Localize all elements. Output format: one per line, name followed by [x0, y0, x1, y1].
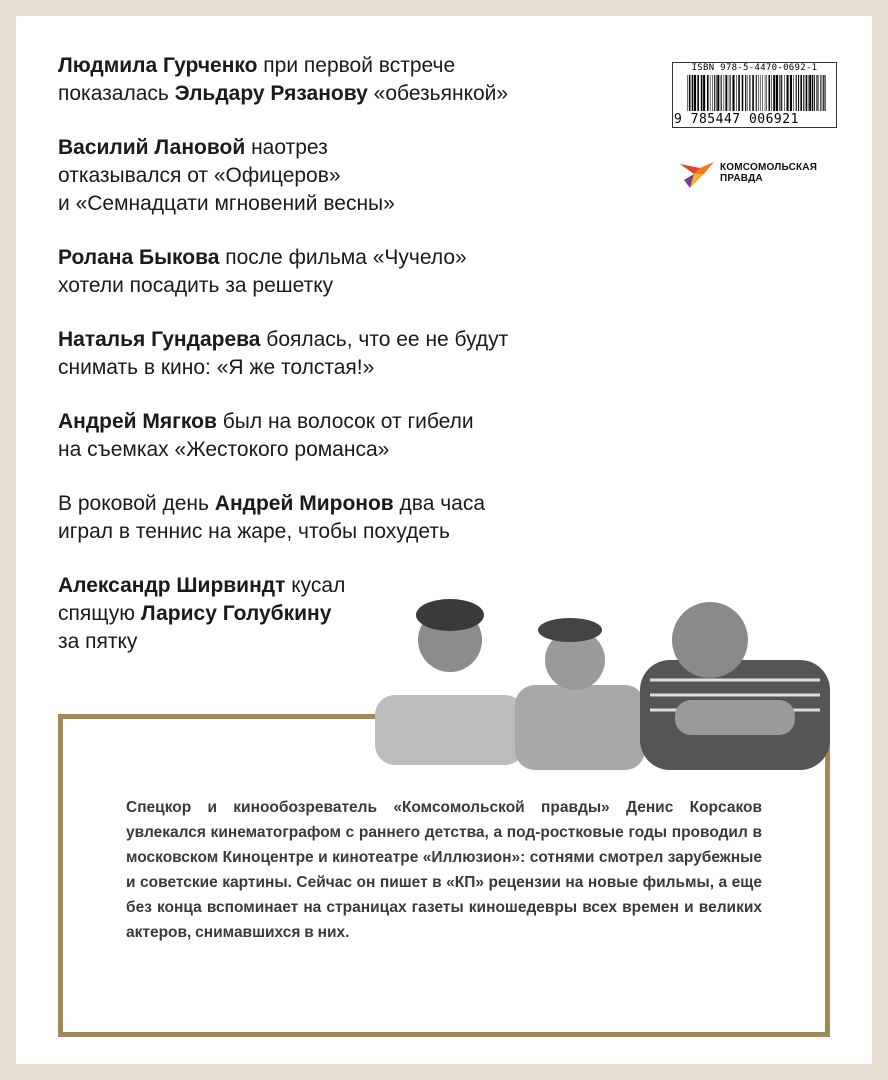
barcode-bars: [687, 75, 830, 111]
fact-text: играл в теннис на жаре, чтобы похудеть: [58, 520, 450, 543]
fact-item: [58, 134, 598, 218]
barcode-bar: [710, 75, 711, 111]
barcode-bar: [725, 75, 727, 111]
barcode-bar: [781, 75, 782, 111]
barcode-bar: [692, 75, 694, 111]
fact-item: [58, 52, 598, 108]
fact-text: спящую: [58, 602, 141, 625]
fact-text: два часа: [393, 492, 486, 515]
isbn-number: 9 785447 006921: [674, 112, 799, 127]
barcode-bar: [689, 75, 691, 111]
fact-text: боялась, что ее не будут: [260, 328, 509, 351]
fact-text: хотели посадить за решетку: [58, 274, 334, 297]
actor-name: Эльдару Рязанову: [174, 82, 368, 105]
barcode-bar: [784, 75, 785, 111]
barcode-bar: [714, 75, 715, 111]
author-bio: Спецкор и кинообозреватель «Комсомольской правды» Денис Корсаков увлекался кинематографом с раннего детства, а под-ростковые годы проводил в московском Киноцентре и кинотеатре «Иллюзион»: сотнями смотрел зарубежные и советские картины. Сейчас он пишет в «КП» рецензии на новые фильмы, а еще без конца вспоминает на страницах газеты киношедевры всех времен и великих актеров, снимавшихся в них.: [126, 799, 762, 941]
barcode-bar: [773, 75, 775, 111]
barcode-bar: [766, 75, 767, 111]
barcode-bar: [752, 75, 754, 111]
barcode-bar: [769, 75, 771, 111]
barcode-bar: [806, 75, 808, 111]
barcode-bar: [787, 75, 789, 111]
barcode-bar: [749, 75, 750, 111]
actor-name: Андрей Мягков: [58, 410, 217, 433]
barcode-bar: [796, 75, 797, 111]
barcode-bar: [747, 75, 748, 111]
actor-name: Василий Лановой: [58, 136, 246, 159]
fact-item: [58, 326, 598, 382]
bird-logo-icon: [680, 158, 714, 188]
actor-name: Ролана Быкова: [58, 246, 220, 269]
barcode-bar: [687, 75, 688, 111]
fact-text: показалась: [58, 82, 175, 105]
fact-text: при первой встрече: [257, 54, 456, 77]
barcode-bar: [771, 75, 772, 111]
barcode-bar: [745, 75, 746, 111]
barcode-bar: [732, 75, 734, 111]
barcode-bar: [812, 75, 813, 111]
barcode-bar: [716, 75, 717, 111]
barcode-bar: [798, 75, 799, 111]
fact-text: наотрез: [245, 136, 328, 159]
fact-item: [58, 244, 598, 300]
barcode-bar: [736, 75, 737, 111]
fact-text: на съемках «Жестокого романса»: [58, 438, 390, 461]
barcode-bar: [717, 75, 719, 111]
actor-name: Андрей Миронов: [214, 492, 394, 515]
barcode-bar: [809, 75, 811, 111]
fact-text: кусал: [285, 574, 346, 597]
barcode-bar: [814, 75, 815, 111]
barcode-bar: [721, 75, 722, 111]
isbn-barcode: [672, 62, 837, 128]
barcode-bar: [817, 75, 818, 111]
publisher-logo: [680, 158, 840, 188]
barcode-bar: [816, 75, 817, 111]
barcode-bar: [793, 75, 794, 111]
fact-text: был на волосок от гибели: [216, 410, 474, 433]
barcode-bar: [776, 75, 778, 111]
barcode-bar: [823, 75, 824, 111]
actor-name: Ларису Голубкину: [140, 602, 332, 625]
barcode-bar: [694, 75, 696, 111]
barcode-bar: [800, 75, 802, 111]
barcode-bar: [724, 75, 725, 111]
barcode-bar: [701, 75, 703, 111]
barcode-bar: [730, 75, 731, 111]
barcode-bar: [697, 75, 699, 111]
fact-text: за пятку: [58, 630, 138, 653]
barcode-bar: [707, 75, 709, 111]
barcode-bar: [760, 75, 761, 111]
logo-line1: КОМСОМОЛЬСКАЯ: [720, 162, 818, 173]
barcode-bar: [758, 75, 759, 111]
barcode-bar: [820, 75, 821, 111]
barcode-bar: [803, 75, 804, 111]
barcode-bar: [779, 75, 780, 111]
actors-photo: [375, 585, 830, 775]
barcode-bar: [765, 75, 766, 111]
actor-name: Людмила Гурченко: [58, 54, 258, 77]
barcode-bar: [712, 75, 713, 111]
fact-item: [58, 408, 598, 464]
barcode-bar: [824, 75, 825, 111]
barcode-bar: [808, 75, 809, 111]
logo-line2: ПРАВДА: [720, 173, 763, 184]
fact-text: после фильма «Чучело»: [219, 246, 467, 269]
actor-name: Александр Ширвиндт: [58, 574, 286, 597]
barcode-bar: [762, 75, 763, 111]
barcode-bar: [790, 75, 792, 111]
isbn-label: ISBN 978-5-4470-0692-1: [691, 63, 818, 73]
fact-text: В роковой день: [58, 492, 215, 515]
barcode-bar: [703, 75, 705, 111]
fact-text: «обезьянкой»: [367, 82, 509, 105]
barcode-bar: [742, 75, 744, 111]
barcode-bar: [756, 75, 757, 111]
barcode-bar: [728, 75, 729, 111]
fact-text: и «Семнадцати мгновений весны»: [58, 192, 395, 215]
fact-text: снимать в кино: «Я же толстая!»: [58, 356, 375, 379]
actor-name: Наталья Гундарева: [58, 328, 261, 351]
barcode-bar: [738, 75, 740, 111]
fact-text: отказывался от «Офицеров»: [58, 164, 341, 187]
fact-item: [58, 490, 598, 546]
